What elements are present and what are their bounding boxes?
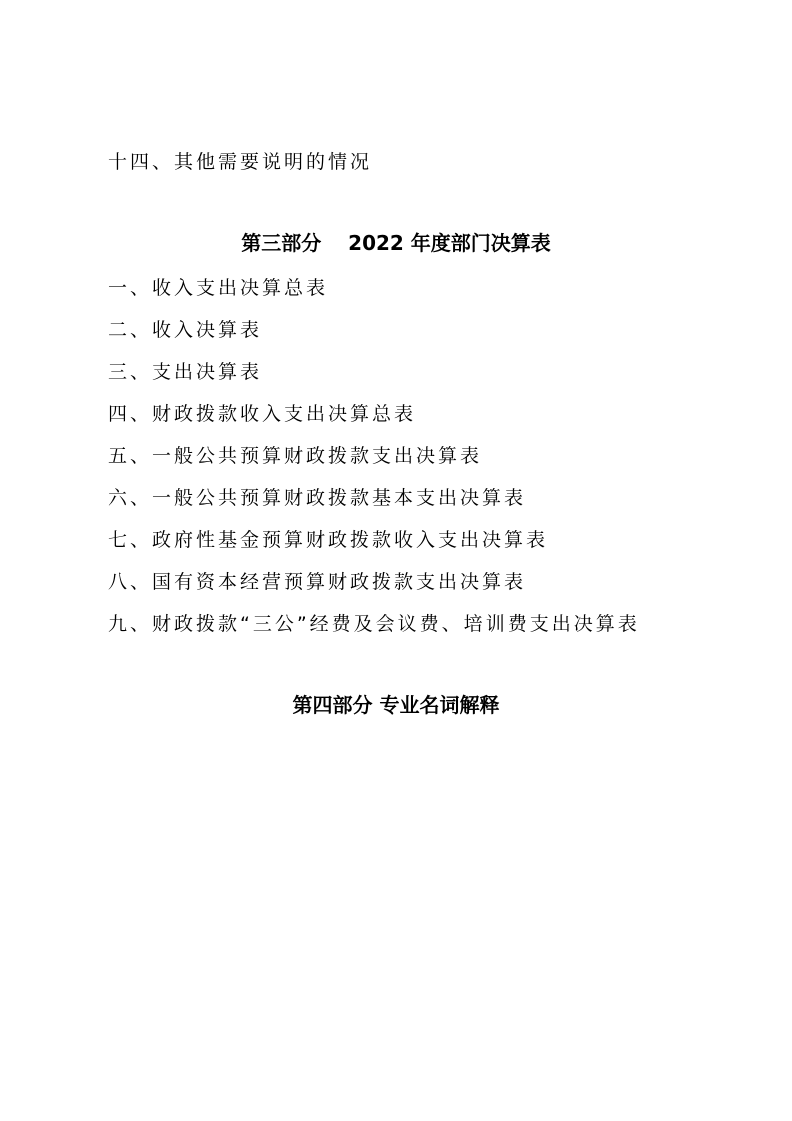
- toc-item: 三、支出决算表: [108, 361, 263, 383]
- toc-item: 六、一般公共预算财政拨款基本支出决算表: [108, 487, 527, 509]
- toc-item: 九、财政拨款“三公”经费及会议费、培训费支出决算表: [108, 613, 640, 635]
- toc-item: 一、收入支出决算总表: [108, 277, 329, 299]
- section-heading-part-four: 第四部分 专业名词解释: [292, 693, 500, 717]
- toc-item: 五、一般公共预算财政拨款支出决算表: [108, 445, 483, 467]
- section-heading-part-three: 第三部分 2022 年度部门决算表: [241, 231, 551, 255]
- toc-item: 七、政府性基金预算财政拨款收入支出决算表: [108, 529, 549, 551]
- toc-item: 四、财政拨款收入支出决算总表: [108, 403, 417, 425]
- toc-item: 二、收入决算表: [108, 319, 263, 341]
- toc-item: 八、国有资本经营预算财政拨款支出决算表: [108, 571, 527, 593]
- toc-item-prior: 十四、其他需要说明的情况: [108, 151, 373, 173]
